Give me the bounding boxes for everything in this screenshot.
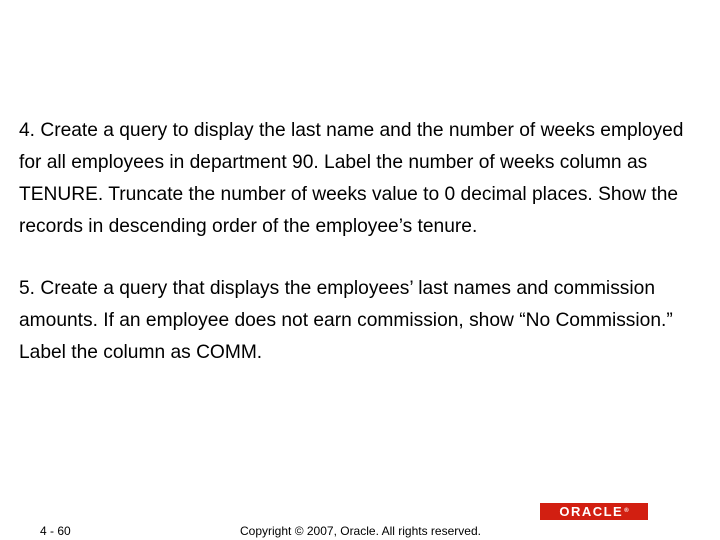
footer-band <box>0 503 540 520</box>
slide-body <box>19 115 699 369</box>
copyright-notice: Copyright © 2007, Oracle. All rights reserved. <box>240 524 481 538</box>
exercise-5-text: 5. Create a query that displays the employees’ last names and commission amounts. If an employee does not earn commission, show “No Commission.” Label the column as COMM. <box>19 278 673 363</box>
oracle-logo <box>540 503 648 520</box>
oracle-registered-mark: ® <box>624 508 629 514</box>
page-number: 4 - 60 <box>40 524 71 538</box>
exercise-4-text: 4. Create a query to display the last name and the number of weeks employed for all employees in department 90. Label the number of weeks column as TENURE. Truncate the number of weeks value to 0 decimal places. Show the records in descending order of the employee’s tenure. <box>19 120 684 237</box>
oracle-logo-text: ORACLE <box>559 504 624 519</box>
